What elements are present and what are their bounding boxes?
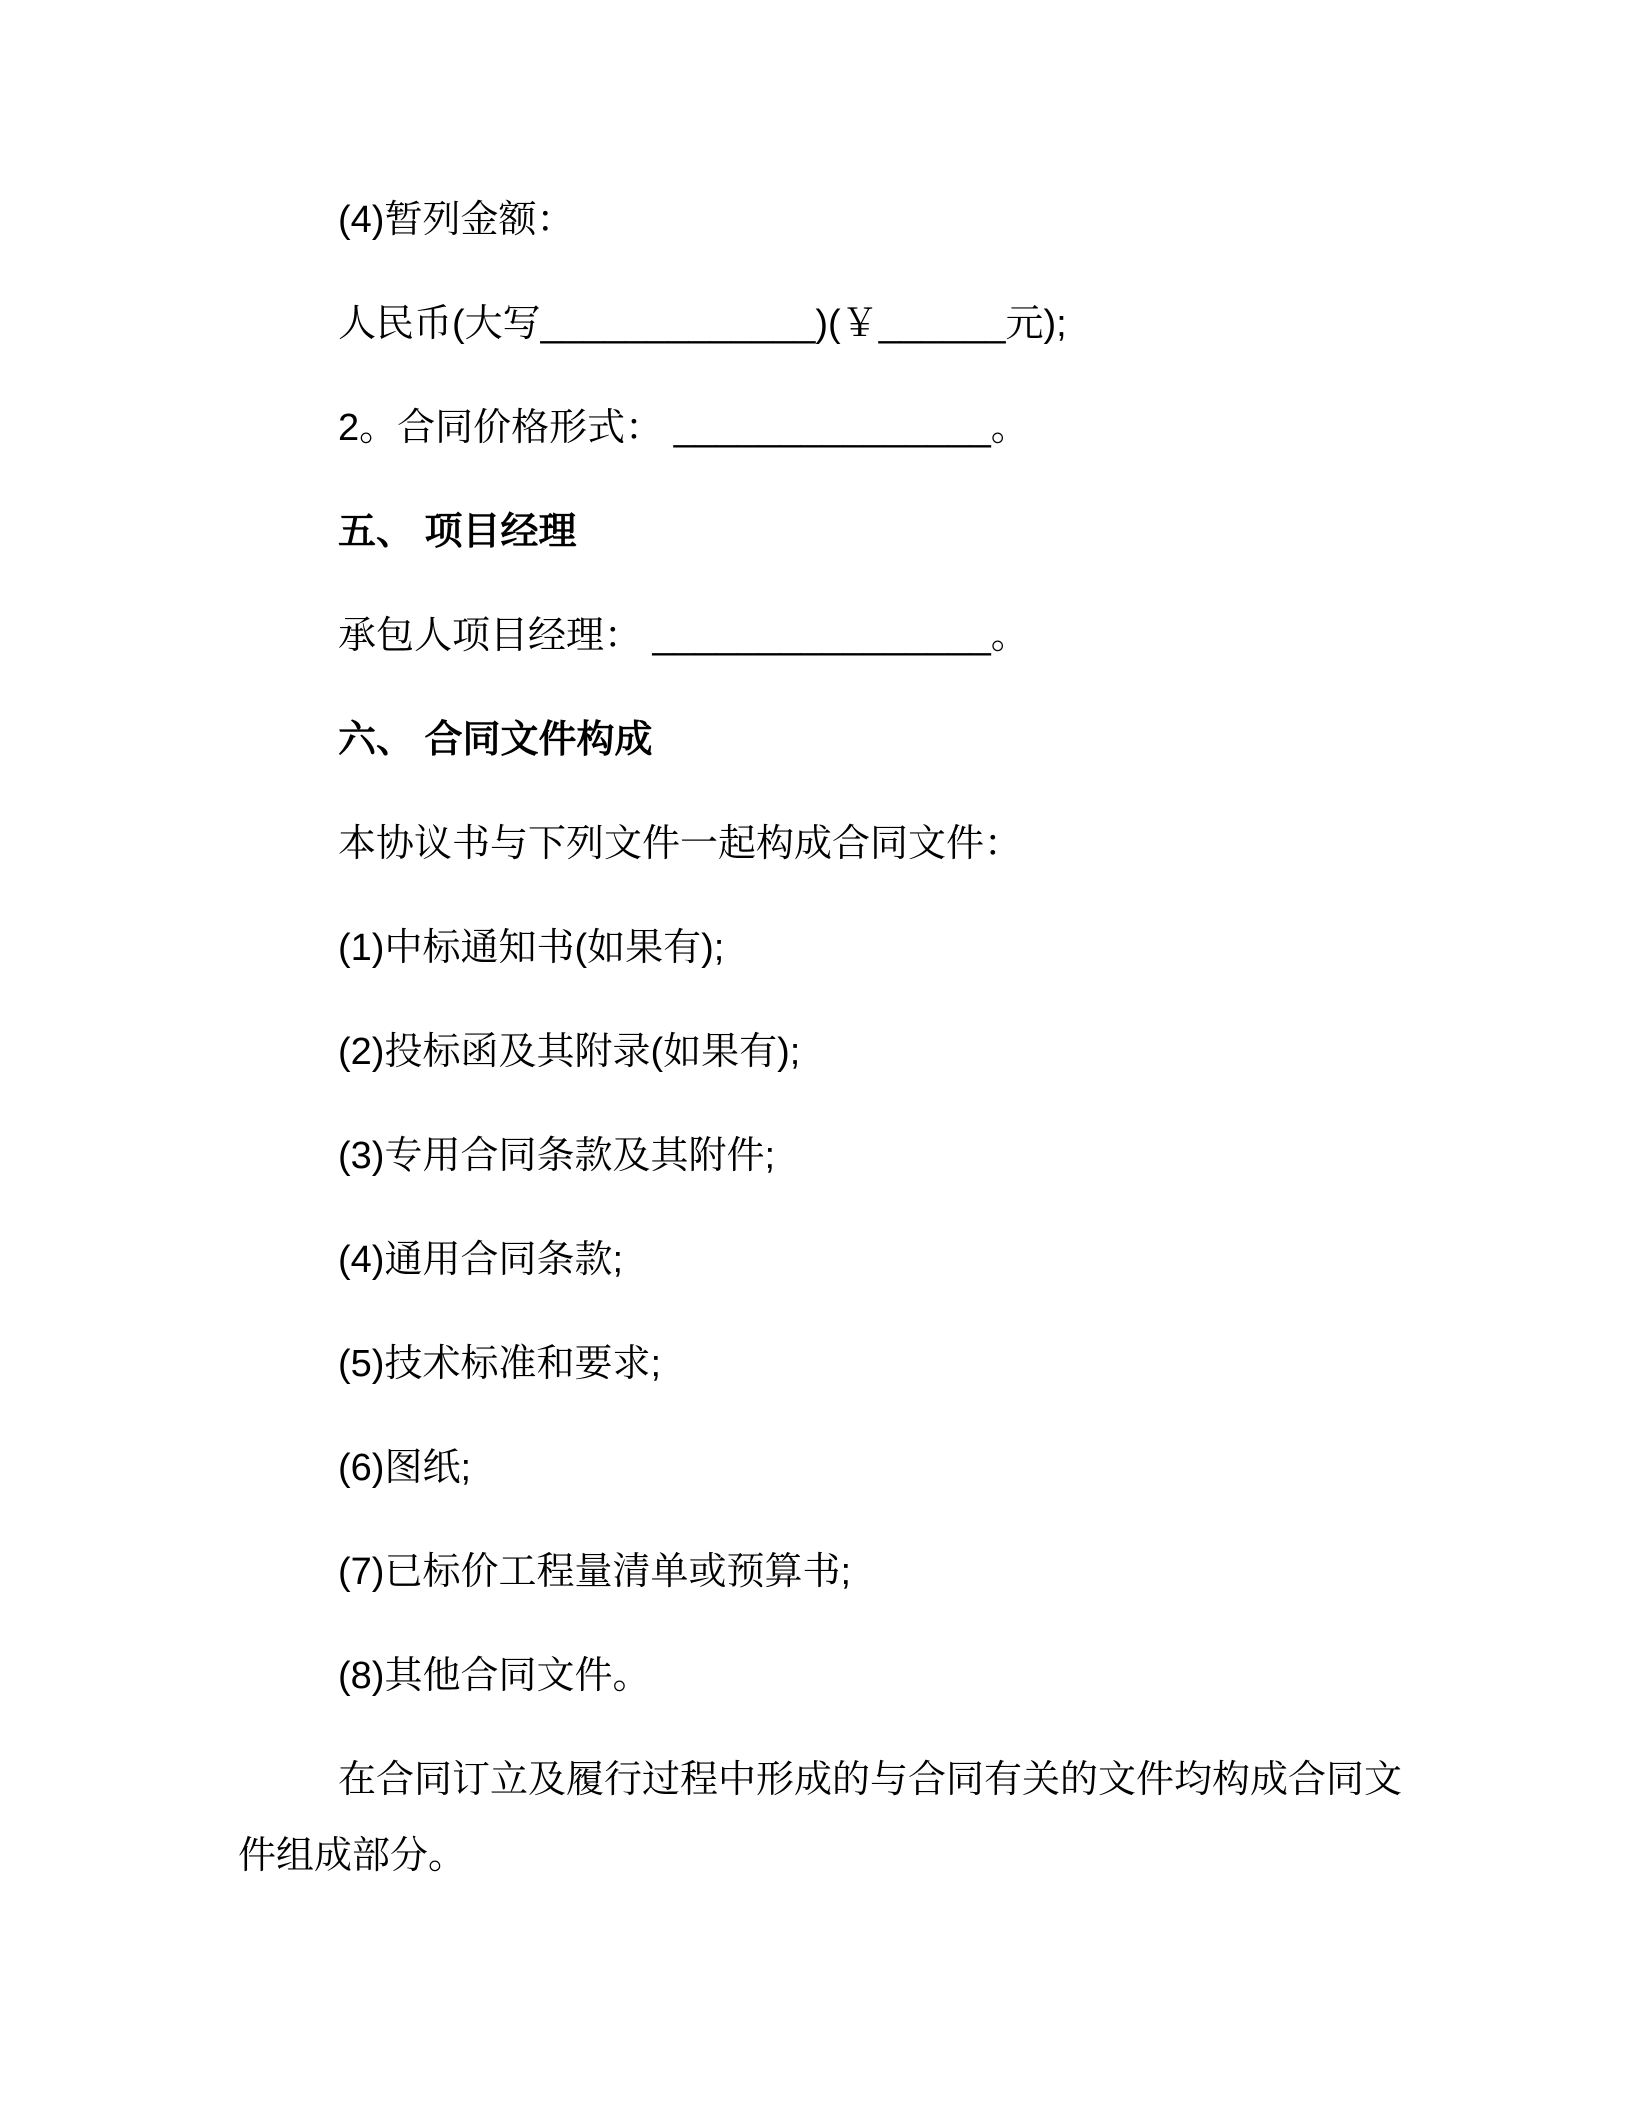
paragraph: (8)其他合同文件。 <box>338 1655 651 1697</box>
paragraph: 承包人项目经理： ________________。 <box>338 615 1029 657</box>
paragraph: (2)投标函及其附录(如果有); <box>338 1031 801 1073</box>
paragraph-list <box>238 182 1408 1894</box>
paragraph: (3)专用合同条款及其附件; <box>338 1135 776 1177</box>
paragraph: 人民币(大写_____________)(￥______元); <box>338 303 1067 345</box>
paragraph: (1)中标通知书(如果有); <box>338 927 725 969</box>
paragraph: 六、 合同文件构成 <box>338 719 653 761</box>
paragraph: (5)技术标准和要求; <box>338 1343 662 1385</box>
paragraph: (7)已标价工程量清单或预算书; <box>338 1551 852 1593</box>
paragraph: (6)图纸; <box>338 1447 472 1489</box>
paragraph: (4)暂列金额： <box>338 199 575 241</box>
paragraph: 本协议书与下列文件一起构成合同文件： <box>338 823 1023 865</box>
paragraph: 五、 项目经理 <box>338 511 577 553</box>
paragraph: 在合同订立及履行过程中形成的与合同有关的文件均构成合同文件组成部分。 <box>238 1759 1403 1877</box>
paragraph: 2。合同价格形式： _______________。 <box>338 407 1029 449</box>
paragraph: (4)通用合同条款; <box>338 1239 624 1281</box>
